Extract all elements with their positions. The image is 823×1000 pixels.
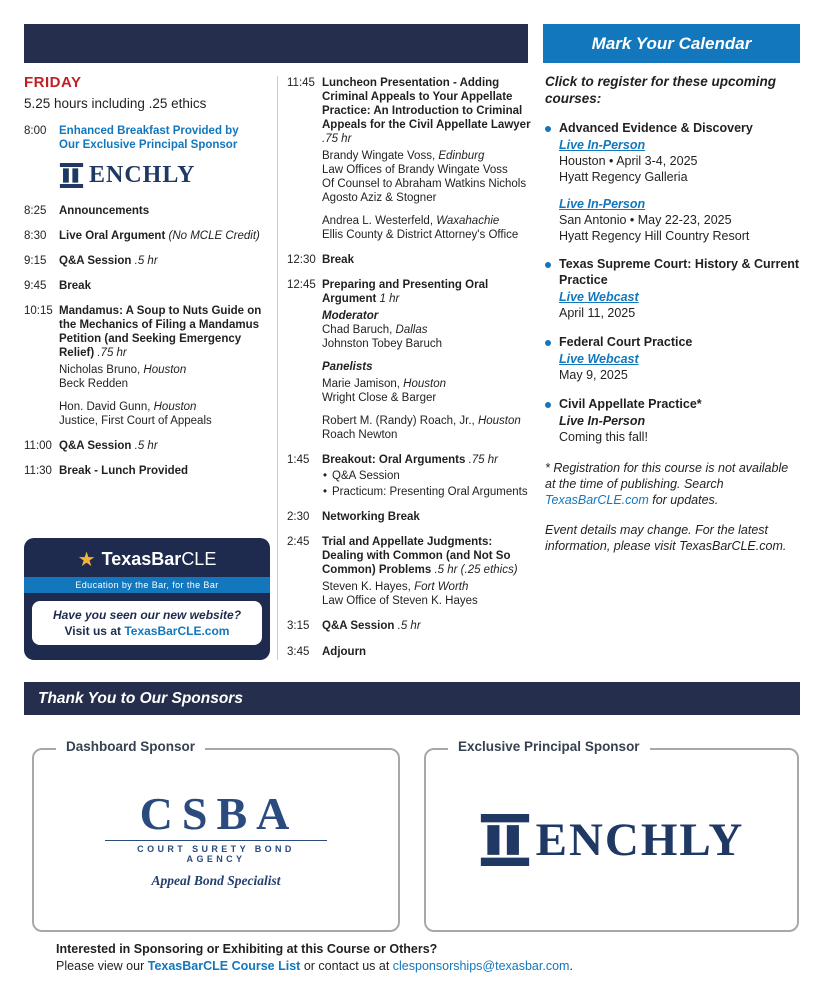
schedule-entry-oral-argument	[287, 278, 531, 442]
brand-cle: CLE	[181, 549, 217, 569]
benchly-wordmark: ENCHLY	[535, 814, 745, 866]
schedule-entry-breakfast	[24, 124, 273, 193]
texasbarcle-logo	[24, 538, 270, 570]
live-in-person-link[interactable]: Live In-Person	[559, 197, 646, 212]
entry-time: 2:45	[287, 536, 310, 549]
friday-afternoon-column	[287, 76, 531, 659]
speaker-firm: Johnston Tobey Baruch	[322, 338, 442, 351]
session-title: Q&A Session	[322, 620, 395, 633]
event-details-note: Event details may change. For the latest information, please visit TexasBarCLE.com.	[545, 523, 787, 553]
course-venue: Hyatt Regency Hill Country Resort	[559, 228, 750, 243]
friday-hours: 5.25 hours including .25 ethics	[24, 96, 207, 112]
entry-time: 1:45	[287, 454, 310, 467]
panelists-label: Panelists	[322, 361, 373, 374]
course-title: Advanced Evidence & Discovery	[559, 120, 753, 135]
schedule-entry	[24, 254, 273, 268]
entry-time: 8:00	[24, 124, 47, 137]
session-title: Announcements	[59, 205, 150, 218]
live-in-person-link[interactable]: Live In-Person	[559, 138, 646, 153]
speaker-firm: Wright Close & Barger	[322, 392, 437, 405]
session-title: Adjourn	[322, 645, 367, 658]
upcoming-course	[545, 121, 801, 244]
session-title: Q&A Session	[59, 255, 132, 268]
entry-time: 11:00	[24, 440, 52, 453]
entry-time: 3:45	[287, 645, 310, 658]
session-title: Breakout: Oral Arguments	[322, 454, 466, 467]
entry-time: 12:30	[287, 254, 316, 267]
speaker-city: Edinburg	[438, 150, 485, 163]
texasbarcle-link[interactable]: TexasBarCLE.com	[679, 538, 783, 553]
entry-time: 9:15	[24, 255, 47, 268]
course-list-link[interactable]: TexasBarCLE Course List	[147, 958, 301, 973]
schedule-entry	[287, 510, 531, 524]
friday-heading: FRIDAY	[24, 74, 82, 91]
benchly-column-icon	[479, 812, 531, 868]
session-credit: .5 hr	[134, 255, 158, 268]
texasbarcle-link[interactable]: TexasBarCLE.com	[545, 492, 649, 507]
schedule-entry-breakout	[287, 453, 531, 499]
bullet-icon	[545, 126, 551, 132]
csba-wordmark: CSBA	[139, 788, 299, 839]
schedule-entry	[287, 253, 531, 267]
dashboard-sponsor-box	[32, 739, 400, 932]
star-icon: ★	[77, 548, 96, 571]
speaker-city: Dallas	[395, 324, 428, 337]
schedule-entry	[287, 645, 531, 659]
website-promo	[32, 601, 262, 645]
session-note: (No MCLE Credit)	[168, 230, 260, 243]
sponsorship-footer	[56, 941, 573, 975]
course-date: April 11, 2025	[559, 306, 636, 320]
entry-time: 9:45	[24, 280, 47, 293]
bullet-icon	[545, 262, 551, 268]
speaker-firm: Roach Newton	[322, 429, 398, 442]
speaker-name: Brandy Wingate Voss,	[322, 150, 436, 163]
texasbarcle-site-link[interactable]: TexasBarCLE.com	[124, 624, 230, 638]
breakout-item: • Practicum: Presenting Oral Arguments	[322, 485, 531, 499]
entry-time: 12:45	[287, 279, 316, 292]
sponsors-banner	[24, 682, 800, 715]
bullet-icon	[545, 402, 551, 408]
course-title: Civil Appellate Practice*	[559, 396, 702, 411]
course-date: May 9, 2025	[559, 367, 628, 382]
schedule-entry	[287, 619, 531, 633]
texasbarcle-promo-box	[24, 538, 270, 660]
entry-time: 3:15	[287, 620, 310, 633]
speaker-city: Houston	[153, 401, 197, 414]
footer-contact: Please view our TexasBarCLE Course List or contact us at clesponsorships@texasbar.com.	[56, 958, 573, 973]
promo-visit: Visit us at TexasBarCLE.com	[64, 624, 230, 638]
speaker-city: Houston	[477, 415, 521, 428]
speaker-city: Houston	[403, 378, 447, 391]
schedule-entry	[24, 464, 273, 478]
schedule-entry-judgments	[287, 535, 531, 608]
speaker-name: Chad Baruch,	[322, 324, 393, 337]
live-webcast-link[interactable]: Live Webcast	[559, 290, 639, 305]
schedule-entry-luncheon	[287, 76, 531, 242]
course-title: Federal Court Practice	[559, 334, 693, 349]
texasbarcle-tagline: Education by the Bar, for the Bar	[24, 577, 270, 593]
speaker-city: Houston	[143, 364, 187, 377]
registration-footnote: * Registration for this course is not available at the time of publishing. Search TexasBarCLE.com for updates.	[545, 461, 789, 507]
speaker-firm: Beck Redden	[59, 378, 129, 391]
course-date: San Antonio • May 22-23, 2025	[559, 212, 732, 227]
session-credit: .75 hr	[97, 347, 127, 360]
brand-texasbar: TexasBar	[101, 549, 182, 569]
session-title: Break	[59, 280, 91, 293]
course-title: Texas Supreme Court: History & Current Practice	[559, 257, 800, 287]
speaker-name: Andrea L. Westerfeld,	[322, 215, 434, 228]
speaker-name: Hon. David Gunn,	[59, 401, 151, 414]
header-bar	[24, 24, 528, 63]
benchly-column-icon	[59, 162, 84, 189]
session-credit: .75 hr	[322, 133, 352, 146]
speaker-firm: Law Office of Steven K. Hayes	[322, 595, 478, 608]
dashboard-sponsor-label: Dashboard Sponsor	[56, 739, 205, 754]
schedule-entry	[24, 439, 273, 453]
register-intro: Click to register for these upcoming courses:	[545, 74, 777, 106]
entry-time: 11:30	[24, 465, 52, 478]
benchly-logo	[479, 812, 745, 868]
speaker-name: Robert M. (Randy) Roach, Jr.,	[322, 415, 475, 428]
upcoming-course	[545, 257, 801, 322]
mark-your-calendar-banner	[543, 24, 800, 63]
principal-sponsor-label: Exclusive Principal Sponsor	[448, 739, 650, 754]
session-credit: .5 hr	[397, 620, 421, 633]
benchly-wordmark: ENCHLY	[89, 161, 196, 188]
session-credit: 1 hr	[379, 293, 400, 306]
schedule-entry	[24, 204, 273, 218]
course-venue: Hyatt Regency Galleria	[559, 169, 688, 184]
friday-schedule-column	[24, 74, 273, 478]
speaker-firm: Law Offices of Brandy Wingate Voss	[322, 164, 508, 177]
live-webcast-link[interactable]: Live Webcast	[559, 352, 639, 367]
column-divider	[277, 76, 278, 660]
speaker-name: Steven K. Hayes,	[322, 581, 411, 594]
entry-time: 8:25	[24, 205, 47, 218]
upcoming-courses-column	[545, 74, 801, 555]
course-date: Houston • April 3-4, 2025	[559, 154, 698, 168]
speaker-firm: Justice, First Court of Appeals	[59, 415, 212, 428]
bullet-icon	[545, 340, 551, 346]
schedule-entry	[24, 279, 273, 293]
speaker-name: Nicholas Bruno,	[59, 364, 141, 377]
session-title: Mandamus: A Soup to Nuts Guide on the Mechanics of Filing a Mandamus Petition (and Seeking Emergency Relief)	[59, 305, 262, 360]
upcoming-course	[545, 397, 801, 446]
upcoming-course	[545, 335, 801, 384]
breakout-item: • Q&A Session	[322, 469, 531, 483]
session-title: Break - Lunch Provided	[59, 465, 189, 478]
session-title: Networking Break	[322, 511, 420, 524]
session-title: Trial and Appellate Judgments: Dealing with Common (and Not So Common) Problems	[322, 536, 511, 577]
email-link[interactable]: clesponsorships@texasbar.com	[392, 958, 570, 973]
entry-time: 2:30	[287, 511, 310, 524]
footer-question: Interested in Sponsoring or Exhibiting at this Course or Others?	[56, 942, 438, 956]
speaker-city: Waxahachie	[436, 215, 500, 228]
sponsors-banner-text: Thank You to Our Sponsors	[38, 689, 243, 707]
schedule-entry	[24, 229, 273, 243]
course-date: Coming this fall!	[559, 429, 648, 444]
mark-your-calendar-text: Mark Your Calendar	[591, 33, 752, 53]
schedule-entry-mandamus	[24, 304, 273, 428]
csba-subtitle: COURT SURETY BOND AGENCY	[105, 840, 327, 864]
principal-sponsor-box	[424, 739, 799, 932]
speaker-note: Of Counsel to Abraham Watkins Nichols Agosto Aziz & Stogner	[322, 178, 527, 205]
session-title: Enhanced Breakfast Provided by Our Exclusive Principal Sponsor	[59, 124, 239, 151]
session-credit: .5 hr	[134, 440, 158, 453]
moderator-label: Moderator	[322, 310, 379, 323]
session-title: Luncheon Presentation - Adding Criminal Appeals to Your Appellate Practice: An Introduction to Criminal Appeals for the Civil Appellate Lawyer	[322, 77, 531, 132]
speaker-city: Fort Worth	[414, 581, 469, 594]
promo-question: Have you seen our new website?	[52, 608, 242, 622]
entry-time: 8:30	[24, 230, 47, 243]
session-title: Break	[322, 254, 354, 267]
session-title: Live Oral Argument	[59, 230, 166, 243]
course-mode: Live In-Person	[559, 414, 646, 429]
entry-time: 10:15	[24, 305, 53, 318]
csba-tagline: Appeal Bond Specialist	[151, 873, 281, 888]
session-credit: .75 hr	[468, 454, 498, 467]
csba-logo	[105, 788, 327, 889]
benchly-logo	[59, 161, 273, 190]
entry-time: 11:45	[287, 77, 315, 89]
speaker-firm: Ellis County & District Attorney's Office	[322, 229, 519, 242]
session-title: Preparing and Presenting Oral Argument	[322, 279, 489, 306]
speaker-name: Marie Jamison,	[322, 378, 400, 391]
session-title: Q&A Session	[59, 440, 132, 453]
session-credit: .5 hr (.25 ethics)	[434, 564, 518, 577]
